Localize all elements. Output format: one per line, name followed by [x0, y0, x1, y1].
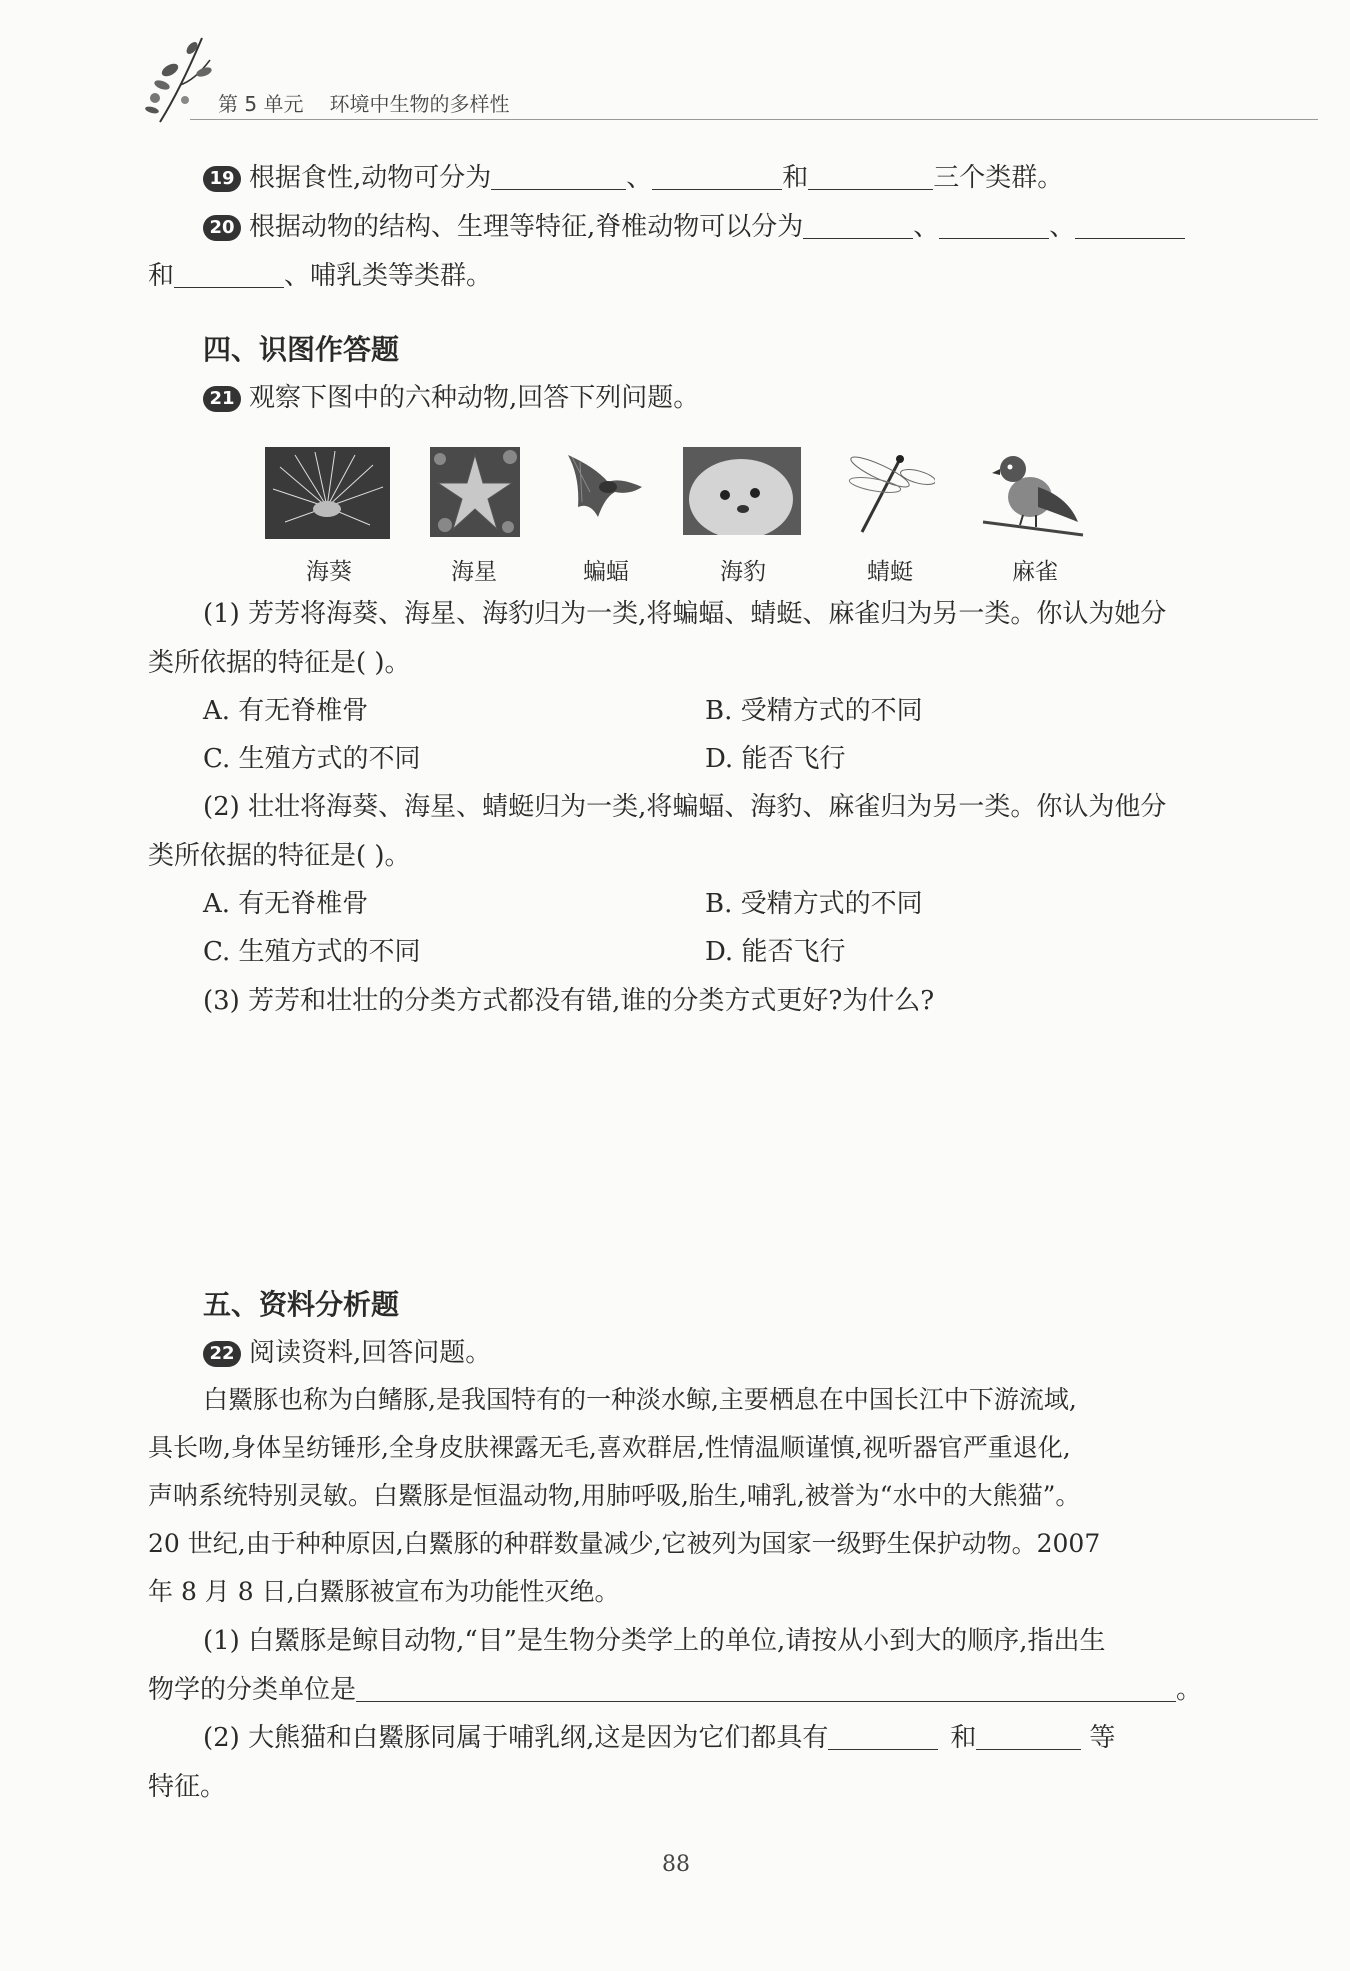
- conjunction: 和: [782, 163, 809, 193]
- question-text: (2) 大熊猫和白鱀豚同属于哺乳纲,这是因为它们都具有: [203, 1723, 829, 1753]
- sparrow-image: [978, 447, 1088, 539]
- q22-part1-line1: (1) 白鱀豚是鲸目动物,“目”是生物分类学上的单位,请按从小到大的顺序,指出生: [203, 1626, 1106, 1656]
- question-text: 根据动物的结构、生理等特征,脊椎动物可以分为: [249, 212, 804, 242]
- material-line: 白鱀豚也称为白鳍豚,是我国特有的一种淡水鲸,主要栖息在中国长江中下游流域,: [203, 1385, 1077, 1414]
- option-a[interactable]: A. 有无脊椎骨: [203, 696, 369, 726]
- answer-blank[interactable]: [356, 1675, 1176, 1702]
- material-line: 年 8 月 8 日,白鱀豚被宣布为功能性灭绝。: [148, 1577, 620, 1606]
- q22-part2-line2: 特征。: [148, 1772, 227, 1802]
- question-text: 根据食性,动物可分为: [249, 163, 492, 193]
- header-unit: 第 5 单元: [218, 92, 304, 116]
- animal-starfish: [430, 447, 520, 585]
- option-b[interactable]: B. 受精方式的不同: [705, 889, 923, 919]
- animal-seal: [683, 447, 801, 585]
- q21-part2-line1: (2) 壮壮将海葵、海星、蜻蜓归为一类,将蝙蝠、海豹、麻雀归为另一类。你认为他分: [203, 792, 1167, 822]
- separator: 、: [626, 163, 653, 193]
- material-line: 20 世纪,由于种种原因,白鱀豚的种群数量减少,它被列为国家一级野生保护动物。2007: [148, 1529, 1101, 1558]
- starfish-image: [430, 447, 520, 537]
- question-number: 22: [203, 1341, 241, 1367]
- answer-blank[interactable]: [828, 1723, 938, 1750]
- separator: 、: [1049, 212, 1076, 242]
- animal-label: 蝙蝠: [583, 559, 629, 585]
- dragonfly-image: [840, 447, 935, 537]
- header-divider: [190, 119, 1318, 120]
- animal-label: 海葵: [306, 559, 352, 585]
- animal-label: 麻雀: [1012, 559, 1058, 585]
- animal-bat: [560, 447, 645, 585]
- question-end: 三个类群。: [933, 163, 1064, 193]
- header-title: 环境中生物的多样性: [329, 92, 510, 116]
- question-20: [203, 211, 1185, 243]
- question-text: 观察下图中的六种动物,回答下列问题。: [249, 383, 700, 413]
- bat-image: [560, 447, 645, 537]
- seal-image: [683, 447, 801, 535]
- animal-label: 海星: [451, 559, 497, 585]
- animal-label: 蜻蜓: [867, 559, 913, 585]
- answer-blank[interactable]: [939, 212, 1049, 239]
- question-text: 阅读资料,回答问题。: [249, 1338, 492, 1368]
- separator: 、: [913, 212, 940, 242]
- material-line: 声呐系统特别灵敏。白鱀豚是恒温动物,用肺呼吸,胎生,哺乳,被誉为“水中的大熊猫”。: [148, 1481, 1081, 1510]
- q21-part2-line2: 类所依据的特征是( )。: [148, 841, 411, 871]
- question-number: 20: [203, 215, 241, 241]
- animal-sparrow: [978, 447, 1088, 585]
- answer-blank[interactable]: [1075, 212, 1185, 239]
- option-c[interactable]: C. 生殖方式的不同: [203, 744, 421, 774]
- answer-blank[interactable]: [976, 1723, 1081, 1750]
- question-text: 物学的分类单位是: [148, 1675, 357, 1705]
- option-b[interactable]: B. 受精方式的不同: [705, 696, 923, 726]
- answer-blank[interactable]: [491, 163, 626, 190]
- q21-part1-line2: 类所依据的特征是( )。: [148, 648, 411, 678]
- q22-part2-line1: [203, 1722, 1115, 1754]
- animal-sea-anemone: [265, 447, 390, 585]
- question-number: 19: [203, 166, 241, 192]
- answer-blank[interactable]: [174, 261, 284, 288]
- question-22: [203, 1337, 491, 1369]
- material-line: 具长吻,身体呈纺锤形,全身皮肤裸露无毛,喜欢群居,性情温顺谨慎,视听器官严重退化,: [148, 1433, 1071, 1462]
- option-d[interactable]: D. 能否飞行: [705, 937, 846, 967]
- option-a[interactable]: A. 有无脊椎骨: [203, 889, 369, 919]
- conjunction: 和: [950, 1723, 977, 1753]
- question-21: [203, 382, 699, 414]
- q21-part1-line1: (1) 芳芳将海葵、海星、海豹归为一类,将蝙蝠、蜻蜓、麻雀归为另一类。你认为她分: [203, 599, 1167, 629]
- conjunction: 和: [148, 261, 175, 291]
- page-number: 88: [662, 1852, 690, 1877]
- sea-anemone-image: [265, 447, 390, 539]
- answer-blank[interactable]: [652, 163, 782, 190]
- answer-space[interactable]: [148, 1030, 1208, 1260]
- animal-label: 海豹: [720, 559, 766, 585]
- answer-blank[interactable]: [803, 212, 913, 239]
- q22-part1-line2: [148, 1674, 1202, 1706]
- question-end: 。: [1176, 1675, 1203, 1705]
- question-end: 、哺乳类等类群。: [284, 261, 493, 291]
- section-5-title: 五、资料分析题: [203, 1288, 400, 1321]
- flower-logo-icon: [140, 30, 220, 125]
- question-20-line2: [148, 260, 492, 292]
- q21-part3: (3) 芳芳和壮壮的分类方式都没有错,谁的分类方式更好?为什么?: [203, 986, 935, 1016]
- header: [218, 88, 509, 117]
- question-19: [203, 162, 1063, 194]
- answer-blank[interactable]: [808, 163, 933, 190]
- option-d[interactable]: D. 能否飞行: [705, 744, 846, 774]
- option-c[interactable]: C. 生殖方式的不同: [203, 937, 421, 967]
- question-number: 21: [203, 386, 241, 412]
- question-end: 等: [1089, 1723, 1116, 1753]
- section-4-title: 四、识图作答题: [203, 333, 400, 366]
- animal-dragonfly: [840, 447, 935, 585]
